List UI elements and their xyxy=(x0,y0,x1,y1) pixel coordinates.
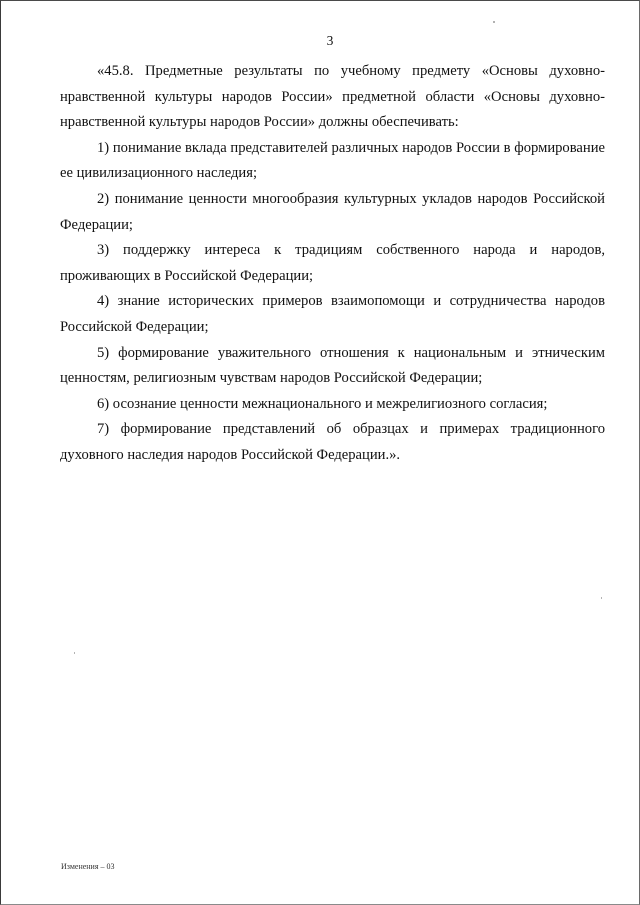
paragraph-item-7: 7) формирование представлений об образцах и примерах традиционного духовного наследия народов Российской Федерации.». xyxy=(60,421,605,463)
footer-revision-note: Изменения – 03 xyxy=(61,862,115,871)
paragraph-item-4: 4) знание исторических примеров взаимопомощи и сотрудничества народов Российской Федерации; xyxy=(60,293,605,335)
scan-speck xyxy=(493,21,495,23)
scan-speck xyxy=(74,652,75,654)
paragraph-item-6: 6) осознание ценности межнационального и межрелигиозного согласия; xyxy=(97,395,548,412)
paragraph-intro: «45.8. Предметные результаты по учебному предмету «Основы духовно-нравственной культуры народов России» предметной области «Основы духовно-нравственной культуры народов России» должны обеспечивать: xyxy=(60,63,605,131)
paragraph-item-5: 5) формирование уважительного отношения к национальным и этническим ценностям, религиозным чувствам народов Российской Федерации; xyxy=(60,344,605,387)
paragraph-item-2: 2) понимание ценности многообразия культурных укладов народов Российской Федерации; xyxy=(60,190,605,233)
paragraph-item-1: 1) понимание вклада представителей различных народов России в формирование ее цивилизационного наследия; xyxy=(60,139,605,182)
document-body xyxy=(60,59,605,469)
paragraph-item-3: 3) поддержку интереса к традициям собственного народа и народов, проживающих в Российской Федерации; xyxy=(60,242,605,284)
page-number: 3 xyxy=(326,33,334,48)
scan-speck xyxy=(601,597,602,599)
